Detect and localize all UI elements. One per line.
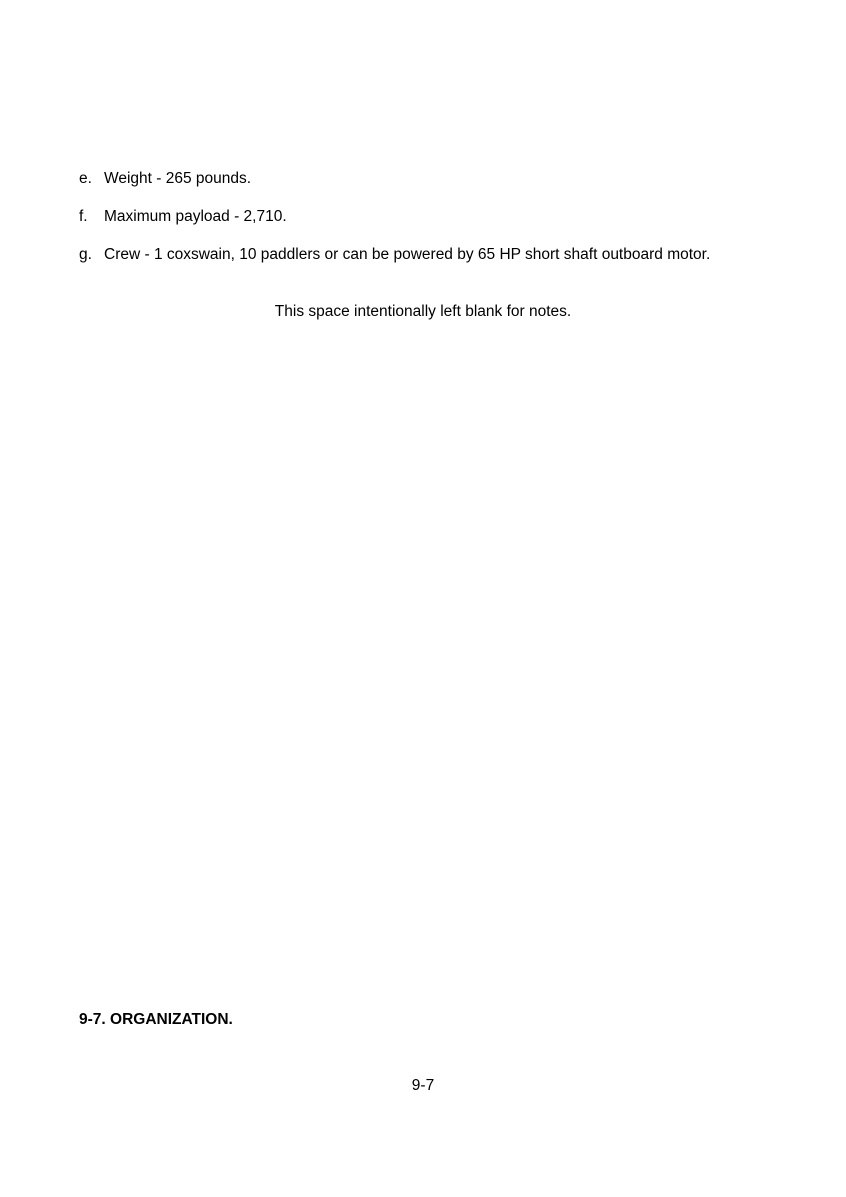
- list-item-letter: g.: [79, 246, 92, 263]
- list-item-text: Crew - 1 coxswain, 10 paddlers or can be powered by 65 HP short shaft outboard motor.: [104, 246, 711, 263]
- list-item-letter: f.: [79, 208, 88, 225]
- page-number: 9-7: [411, 1077, 435, 1094]
- list-item-text: Maximum payload - 2,710.: [104, 208, 287, 225]
- blank-space-note: This space intentionally left blank for notes.: [274, 303, 572, 320]
- list-item-f: [79, 208, 287, 226]
- list-item-e: [79, 170, 251, 188]
- list-item-g: [79, 246, 710, 264]
- list-item-text: Weight - 265 pounds.: [104, 170, 252, 187]
- list-item-letter: e.: [79, 170, 92, 187]
- section-heading: 9-7. ORGANIZATION.: [79, 1011, 233, 1028]
